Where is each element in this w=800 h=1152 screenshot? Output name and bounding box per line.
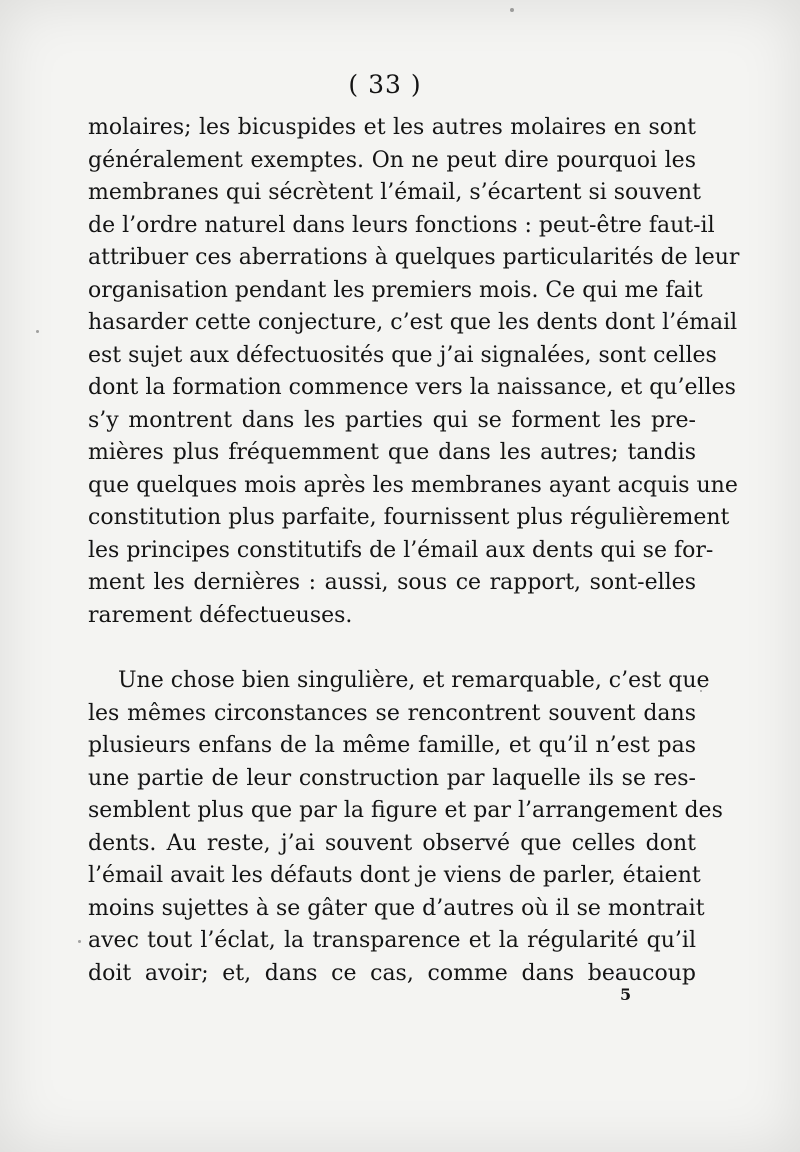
ink-speck [36, 330, 39, 333]
page-number: ( 33 ) [348, 70, 422, 99]
text-line: molaires; les bicuspides et les autres molaires en sont [88, 115, 696, 140]
text-line: mières plus fréquemment que dans les autres; tandis [88, 440, 696, 465]
text-line: Une chose bien singulière, et remarquable, c’est que [118, 668, 710, 693]
text-line: doit avoir; et, dans ce cas, comme dans beaucoup [88, 960, 696, 986]
text-line: dont la formation commence vers la naissance, et qu’elles [88, 375, 736, 400]
text-line: que quelques mois après les membranes ayant acquis une [88, 472, 738, 498]
text-line: moins sujettes à se gâter que d’autres où il se montrait [88, 895, 705, 921]
text-line: les principes constitutifs de l’émail aux dents qui se for- [88, 537, 714, 563]
text-line: généralement exemptes. On ne peut dire pourquoi les [88, 147, 696, 173]
text-line: semblent plus que par la figure et par l’arrangement des [88, 798, 723, 823]
text-line: est sujet aux défectuosités que j’ai signalées, sont celles [88, 342, 717, 368]
text-line: organisation pendant les premiers mois. Ce qui me fait [88, 277, 703, 303]
text-line: avec tout l’éclat, la transparence et la régularité qu’il [88, 928, 696, 953]
text-line: l’émail avait les défauts dont je viens de parler, étaient [88, 863, 701, 888]
ink-speck [510, 8, 514, 12]
ink-speck [700, 690, 702, 692]
text-line: s’y montrent dans les parties qui se forment les pre- [88, 407, 696, 433]
text-line: hasarder cette conjecture, c’est que les dents dont l’émail [88, 310, 738, 335]
ink-speck [78, 940, 81, 943]
text-line: les mêmes circonstances se rencontrent souvent dans [88, 700, 696, 726]
text-line: dents. Au reste, j’ai souvent observé que celles dont [88, 830, 696, 856]
text-line: constitution plus parfaite, fournissent plus régulièrement [88, 505, 730, 530]
text-line: ment les dernières : aussi, sous ce rapport, sont-elles [88, 570, 696, 595]
paragraph-1 [88, 112, 740, 632]
paragraph-2 [88, 665, 723, 990]
text-line: plusieurs enfans de la même famille, et qu’il n’est pas [88, 733, 696, 758]
text-line: rarement défectueuses. [88, 602, 353, 628]
text-line: membranes qui sécrètent l’émail, s’écartent si souvent [88, 180, 701, 205]
text-line: attribuer ces aberrations à quelques particularités de leur [88, 245, 740, 270]
text-line: de l’ordre naturel dans leurs fonctions : peut-être faut-il [88, 212, 715, 238]
text-line: une partie de leur construction par laquelle ils se res- [88, 765, 696, 791]
signature-mark: 5 [620, 985, 632, 1004]
